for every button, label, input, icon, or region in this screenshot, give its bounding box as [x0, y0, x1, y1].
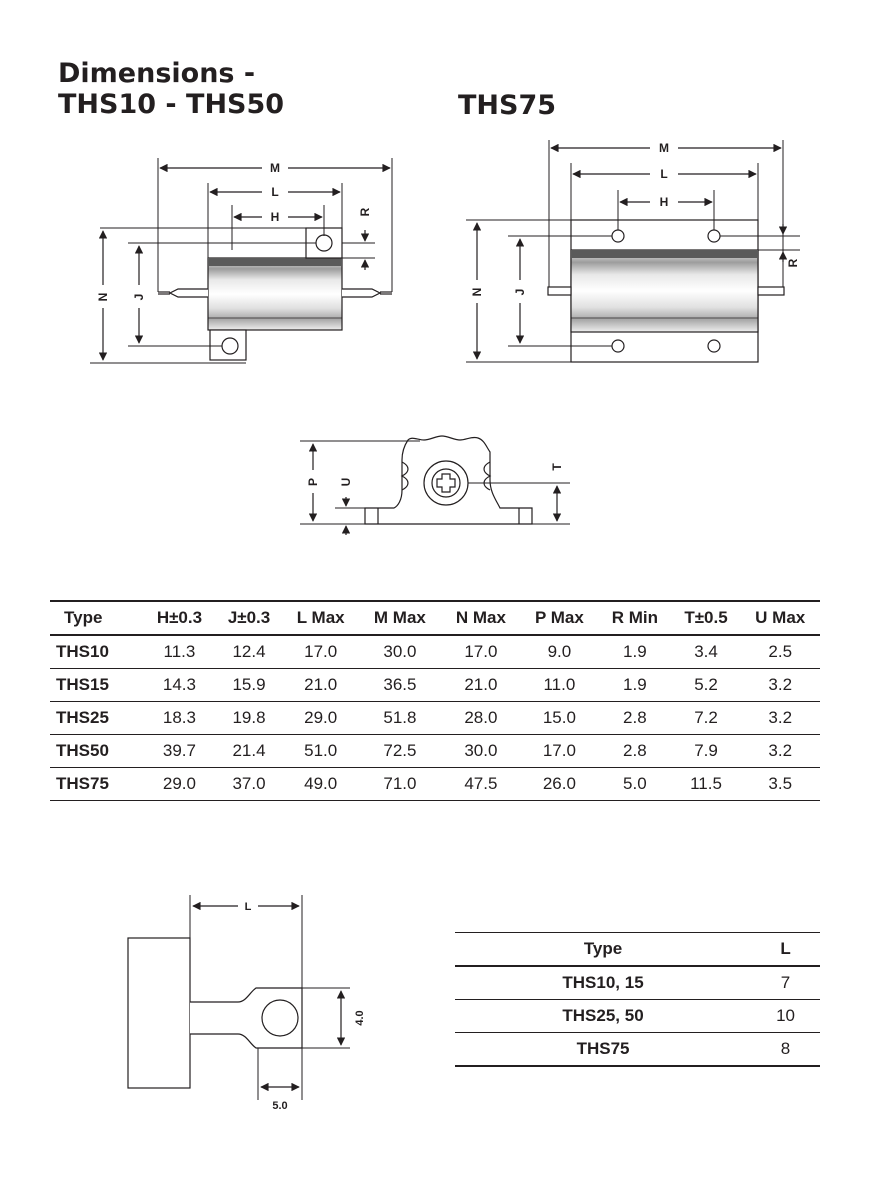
dim-label-h: H — [270, 210, 280, 224]
table-cell: 17.0 — [441, 635, 520, 669]
dim-label-h: H — [659, 195, 669, 209]
dim-label-l: L — [271, 185, 279, 199]
table-cell: 21.0 — [441, 669, 520, 702]
table-cell-type: THS15 — [50, 669, 144, 702]
heading-ths75: THS75 — [458, 90, 557, 121]
table-cell: 3.2 — [740, 702, 820, 735]
column-header: Type — [50, 601, 144, 635]
table-cell: 1.9 — [598, 635, 671, 669]
column-header: N Max — [441, 601, 520, 635]
table-cell: 3.2 — [740, 735, 820, 768]
table-cell: 30.0 — [441, 735, 520, 768]
table-row — [50, 635, 820, 669]
table-cell: 29.0 — [144, 768, 216, 801]
table-header-row — [50, 601, 820, 635]
dim-label-t: T — [550, 463, 564, 471]
table-cell: 72.5 — [359, 735, 441, 768]
table-cell-type: THS50 — [50, 735, 144, 768]
table-cell: 26.0 — [521, 768, 599, 801]
lug-detail-drawing — [128, 895, 350, 1100]
dim-label-j: J — [513, 288, 527, 296]
mounting-hole-icon — [612, 230, 624, 242]
table-cell: 71.0 — [359, 768, 441, 801]
table-cell: 51.0 — [283, 735, 359, 768]
table-cell: 36.5 — [359, 669, 441, 702]
lug-body — [128, 938, 190, 1088]
column-header: Type — [455, 933, 751, 967]
table-row — [50, 669, 820, 702]
dim-label-l: L — [660, 167, 668, 181]
table-cell: 1.9 — [598, 669, 671, 702]
table-cell: 10 — [751, 1000, 820, 1033]
column-header: P Max — [521, 601, 599, 635]
table-cell: 29.0 — [283, 702, 359, 735]
dim-label-r: R — [358, 207, 372, 217]
column-header: T±0.5 — [672, 601, 741, 635]
table-cell-type: THS10, 15 — [455, 966, 751, 1000]
table-cell: 3.2 — [740, 669, 820, 702]
table-cell: 12.4 — [215, 635, 282, 669]
table-cell: 21.4 — [215, 735, 282, 768]
table-row — [50, 702, 820, 735]
dim-label-n: N — [470, 287, 484, 297]
heading-line-2: THS10 - THS50 — [58, 89, 285, 120]
dim-label-r: R — [786, 258, 800, 268]
resistor-body — [208, 258, 342, 330]
table-cell: 5.0 — [598, 768, 671, 801]
table-cell-type: THS75 — [455, 1033, 751, 1067]
table-row — [50, 735, 820, 768]
dim-label-tab: 5.0 — [272, 1100, 288, 1112]
dim-label-m: M — [659, 141, 669, 155]
table-cell: 3.5 — [740, 768, 820, 801]
table-cell: 8 — [751, 1033, 820, 1067]
column-header: J±0.3 — [215, 601, 282, 635]
column-header: M Max — [359, 601, 441, 635]
table-header-row — [455, 933, 820, 967]
mounting-hole-icon — [222, 338, 238, 354]
column-header: R Min — [598, 601, 671, 635]
table-cell: 17.0 — [283, 635, 359, 669]
table-cell: 49.0 — [283, 768, 359, 801]
table-cell: 2.8 — [598, 735, 671, 768]
mounting-hole-icon — [708, 230, 720, 242]
mounting-hole-icon — [708, 340, 720, 352]
table-cell: 17.0 — [521, 735, 599, 768]
column-header: U Max — [740, 601, 820, 635]
table-cell: 3.4 — [672, 635, 741, 669]
table-cell: 30.0 — [359, 635, 441, 669]
table-cell: 7.2 — [672, 702, 741, 735]
lug-hole-icon — [262, 1000, 298, 1036]
dim-label-p: P — [306, 477, 320, 487]
table-cell: 11.0 — [521, 669, 599, 702]
table-cell: 19.8 — [215, 702, 282, 735]
table-cell: 11.3 — [144, 635, 216, 669]
column-header: L — [751, 933, 820, 967]
table-cell: 5.2 — [672, 669, 741, 702]
table-cell: 2.5 — [740, 635, 820, 669]
table-row — [455, 966, 820, 1000]
table-row — [50, 768, 820, 801]
dim-label-j: J — [132, 293, 146, 301]
table-cell: 21.0 — [283, 669, 359, 702]
table-cell-type: THS75 — [50, 768, 144, 801]
table-cell-type: THS10 — [50, 635, 144, 669]
table-cell: 15.9 — [215, 669, 282, 702]
mounting-hole-icon — [316, 235, 332, 251]
table-cell: 47.5 — [441, 768, 520, 801]
heading-line-1: Dimensions - — [58, 58, 256, 89]
table-cell: 14.3 — [144, 669, 216, 702]
table-cell: 28.0 — [441, 702, 520, 735]
table-row — [455, 1000, 820, 1033]
ths75-drawing — [466, 140, 800, 362]
table-cell: 39.7 — [144, 735, 216, 768]
dim-label-u: U — [339, 477, 353, 487]
mounting-hole-icon — [612, 340, 624, 352]
table-cell: 9.0 — [521, 635, 599, 669]
lug-length-table — [455, 932, 820, 1067]
table-cell: 51.8 — [359, 702, 441, 735]
dim-label-n: N — [96, 292, 110, 302]
table-cell-type: THS25 — [50, 702, 144, 735]
table-cell: 7 — [751, 966, 820, 1000]
table-cell: 37.0 — [215, 768, 282, 801]
table-cell: 11.5 — [672, 768, 741, 801]
table-cell-type: THS25, 50 — [455, 1000, 751, 1033]
dim-label-m: M — [270, 161, 280, 175]
dim-label-l: L — [244, 901, 252, 913]
lead-left — [170, 289, 208, 297]
dimensions-table — [50, 600, 820, 801]
dim-label-hole: 4.0 — [354, 1010, 366, 1026]
column-header: L Max — [283, 601, 359, 635]
table-row — [455, 1033, 820, 1067]
table-cell: 15.0 — [521, 702, 599, 735]
ths10-50-drawing — [90, 158, 392, 363]
column-header: H±0.3 — [144, 601, 216, 635]
screw-head — [424, 461, 468, 505]
table-cell: 7.9 — [672, 735, 741, 768]
table-cell: 18.3 — [144, 702, 216, 735]
table-cell: 2.8 — [598, 702, 671, 735]
